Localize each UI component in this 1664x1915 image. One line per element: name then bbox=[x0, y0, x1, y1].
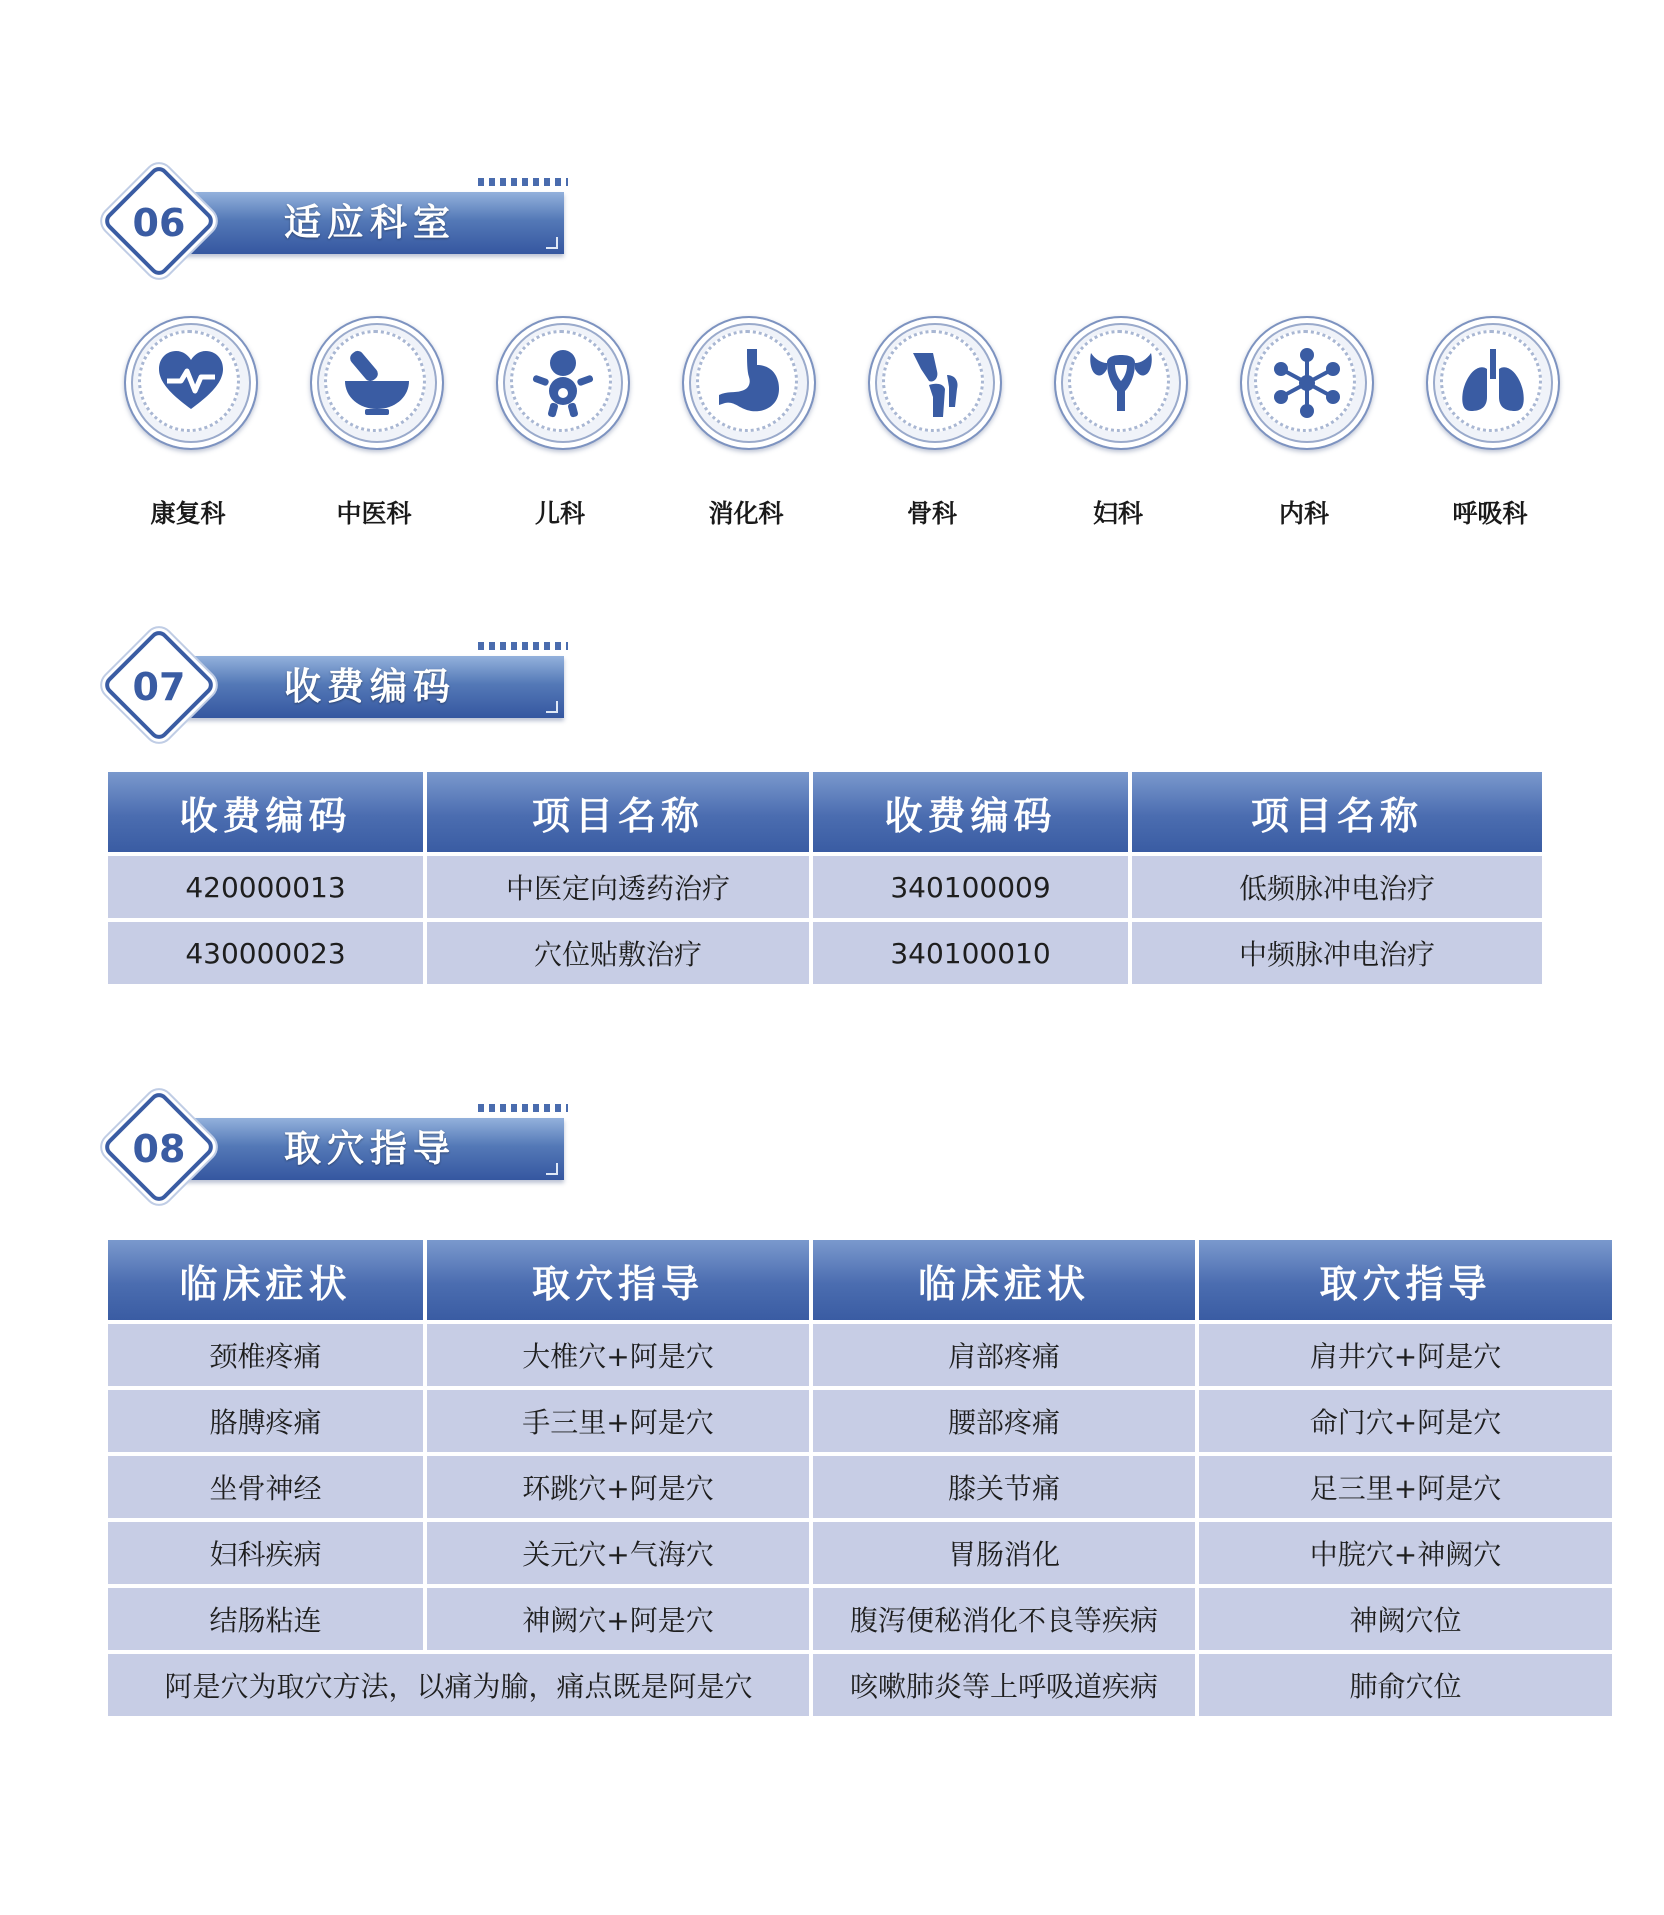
table-row bbox=[108, 1588, 1612, 1650]
acupoint-cell: 大椎穴+阿是穴 bbox=[427, 1324, 809, 1386]
department-item bbox=[1224, 316, 1384, 546]
symptom-cell: 颈椎疼痛 bbox=[108, 1324, 423, 1386]
table-row bbox=[108, 1522, 1612, 1584]
header-dots bbox=[478, 642, 568, 650]
symptom-cell: 妇科疾病 bbox=[108, 1522, 423, 1584]
symptom-cell: 膝关节痛 bbox=[813, 1456, 1195, 1518]
department-label: 消化科 bbox=[708, 499, 784, 528]
table-row bbox=[108, 1456, 1612, 1518]
item-name-cell: 中频脉冲电治疗 bbox=[1132, 922, 1542, 984]
symptom-cell: 胳膊疼痛 bbox=[108, 1390, 423, 1452]
acupoint-guide-table bbox=[104, 1236, 1616, 1720]
table-header-row bbox=[108, 772, 1542, 852]
symptom-cell: 坐骨神经 bbox=[108, 1456, 423, 1518]
symptom-cell: 结肠粘连 bbox=[108, 1588, 423, 1650]
section-header-08 bbox=[108, 1096, 568, 1196]
stomach-icon bbox=[713, 347, 785, 419]
uterus-icon bbox=[1085, 347, 1157, 419]
column-header: 项目名称 bbox=[427, 772, 809, 852]
acupoint-cell: 手三里+阿是穴 bbox=[427, 1390, 809, 1452]
fee-code-cell: 420000013 bbox=[108, 856, 423, 918]
bone-joint-icon bbox=[899, 347, 971, 419]
department-item bbox=[852, 316, 1012, 546]
fee-code-cell: 430000023 bbox=[108, 922, 423, 984]
method-note-cell: 阿是穴为取穴方法，以痛为腧，痛点既是阿是穴 bbox=[108, 1654, 809, 1716]
acupoint-cell: 命门穴+阿是穴 bbox=[1199, 1390, 1612, 1452]
section-header-07 bbox=[108, 634, 568, 734]
section-title: 收费编码 bbox=[284, 665, 456, 708]
column-header: 取穴指导 bbox=[1199, 1240, 1612, 1320]
section-number: 06 bbox=[132, 201, 186, 245]
symptom-cell: 腹泻便秘消化不良等疾病 bbox=[813, 1588, 1195, 1650]
department-label: 儿科 bbox=[534, 499, 585, 528]
header-dots bbox=[478, 1104, 568, 1112]
symptom-cell: 腰部疼痛 bbox=[813, 1390, 1195, 1452]
heart-pulse-icon bbox=[155, 347, 227, 419]
acupoint-cell: 神阙穴+阿是穴 bbox=[427, 1588, 809, 1650]
acupoint-cell: 环跳穴+阿是穴 bbox=[427, 1456, 809, 1518]
section-title: 适应科室 bbox=[284, 201, 456, 244]
column-header: 临床症状 bbox=[813, 1240, 1195, 1320]
column-header: 取穴指导 bbox=[427, 1240, 809, 1320]
symptom-cell: 咳嗽肺炎等上呼吸道疾病 bbox=[813, 1654, 1195, 1716]
section-header-06 bbox=[108, 170, 568, 270]
table-row bbox=[108, 1390, 1612, 1452]
column-header: 临床症状 bbox=[108, 1240, 423, 1320]
section-number: 08 bbox=[132, 1127, 186, 1171]
molecule-icon bbox=[1271, 347, 1343, 419]
table-header-row bbox=[108, 1240, 1612, 1320]
department-item bbox=[294, 316, 454, 546]
department-label: 骨科 bbox=[906, 499, 957, 528]
department-item bbox=[108, 316, 268, 546]
column-header: 收费编码 bbox=[813, 772, 1128, 852]
acupoint-cell: 中脘穴+神阙穴 bbox=[1199, 1522, 1612, 1584]
fee-code-cell: 340100009 bbox=[813, 856, 1128, 918]
item-name-cell: 低频脉冲电治疗 bbox=[1132, 856, 1542, 918]
header-dots bbox=[478, 178, 568, 186]
acupoint-cell: 关元穴+气海穴 bbox=[427, 1522, 809, 1584]
item-name-cell: 穴位贴敷治疗 bbox=[427, 922, 809, 984]
table-row bbox=[108, 1654, 1612, 1716]
department-label: 呼吸科 bbox=[1452, 499, 1528, 528]
department-label: 中医科 bbox=[336, 499, 412, 528]
acupoint-cell: 肺俞穴位 bbox=[1199, 1654, 1612, 1716]
section-number: 07 bbox=[132, 665, 186, 709]
symptom-cell: 肩部疼痛 bbox=[813, 1324, 1195, 1386]
department-item bbox=[1410, 316, 1570, 546]
table-row bbox=[108, 922, 1542, 984]
department-item bbox=[480, 316, 640, 546]
acupoint-cell: 肩井穴+阿是穴 bbox=[1199, 1324, 1612, 1386]
fee-code-table bbox=[104, 768, 1546, 988]
department-label: 康复科 bbox=[150, 499, 226, 528]
item-name-cell: 中医定向透药治疗 bbox=[427, 856, 809, 918]
column-header: 项目名称 bbox=[1132, 772, 1542, 852]
symptom-cell: 胃肠消化 bbox=[813, 1522, 1195, 1584]
section-title: 取穴指导 bbox=[284, 1127, 456, 1170]
department-item bbox=[1038, 316, 1198, 546]
department-item bbox=[666, 316, 826, 546]
department-label: 内科 bbox=[1278, 499, 1329, 528]
department-label: 妇科 bbox=[1092, 499, 1143, 528]
acupoint-cell: 神阙穴位 bbox=[1199, 1588, 1612, 1650]
lungs-icon bbox=[1457, 347, 1529, 419]
baby-icon bbox=[527, 347, 599, 419]
mortar-pestle-icon bbox=[341, 347, 413, 419]
table-row bbox=[108, 1324, 1612, 1386]
acupoint-cell: 足三里+阿是穴 bbox=[1199, 1456, 1612, 1518]
column-header: 收费编码 bbox=[108, 772, 423, 852]
fee-code-cell: 340100010 bbox=[813, 922, 1128, 984]
department-list bbox=[108, 316, 1558, 546]
table-row bbox=[108, 856, 1542, 918]
